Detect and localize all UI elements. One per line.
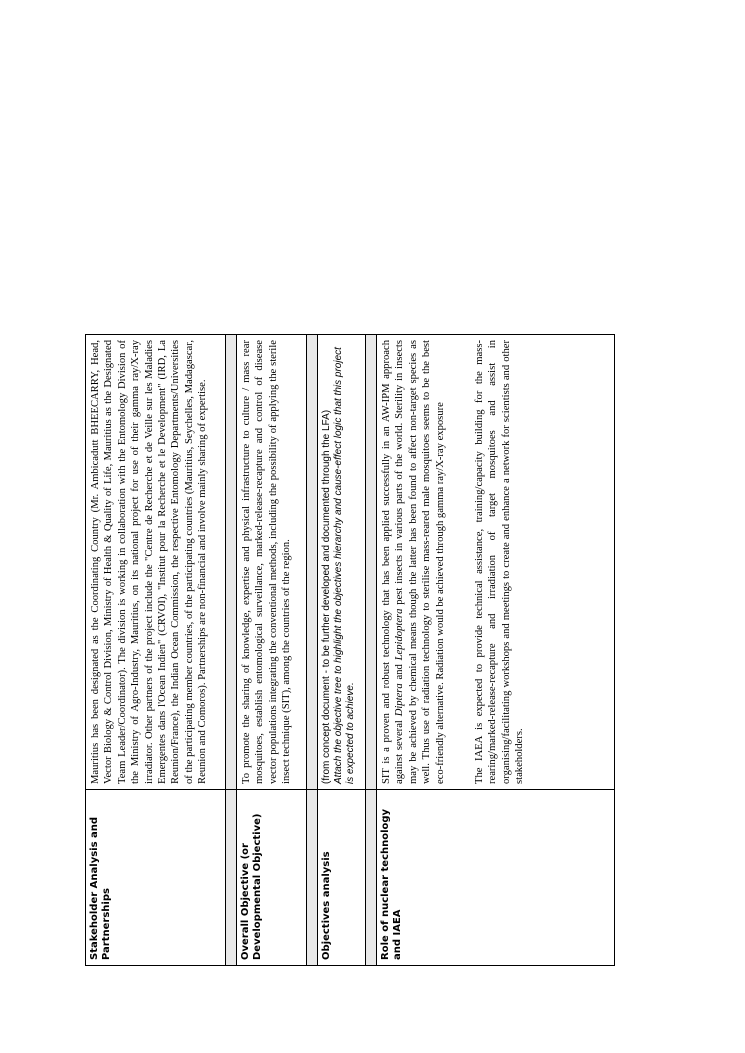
role-text-segment: pest insects in various parts of the world. Sterility in insects may be achieved by chemical means though the latter has been found to affect non-target species as well. Thus use of radiation technology to sterilise mass-reared male mosquitoes seems to be the best eco-friendly alternative. Radiation would be achieved through gamma ray/X-ray exposure	[394, 340, 446, 784]
role-nuclear-text	[377, 335, 615, 790]
stakeholder-label: Stakeholder Analysis and Partnerships	[86, 790, 226, 966]
role-paragraph-1	[380, 340, 447, 784]
role-text-lepidoptera: Lepidoptera	[394, 608, 406, 661]
overall-objective-text: To promote the sharing of knowledge, expertise and physical infrastructure to culture / mass rear mosquitoes, establish entomological surveillance, marked-release-recapture and control of disease vector populations integrating the conventional methods, including the possibility of applying the sterile insect technique (SIT), among the countries of the region.	[237, 335, 307, 790]
separator-row	[307, 335, 318, 966]
project-table	[85, 334, 615, 966]
role-text-segment: SIT is a proven and robust technology that has been applied successfully in an AW-IPM approach against several	[381, 340, 406, 784]
role-text-diptera: Diptera	[394, 683, 406, 717]
role-paragraph-2: The IAEA is expected to provide technical assistance, training/capacity building for the mass-rearing/marked-release-recapture and irradiation of target mosquitoes and assist in organising/facilitating workshops and meetings to create and enhance a network for scientists and other stakeholders.	[474, 340, 526, 784]
table-row-objectives-analysis	[318, 335, 366, 966]
objectives-instruction: Attach the objective tree to highlight the objectives hierarchy and cause-effect logic that this project is expected to achieve.	[333, 347, 356, 784]
separator-row	[226, 335, 237, 966]
objectives-analysis-label: Objectives analysis	[318, 790, 366, 966]
table-row-overall-objective	[237, 335, 307, 966]
stakeholder-text: Mauritius has been designated as the Coordinating Country (Mr. Ambicadutt BHEECARRY, Head, Vector Biology & Control Division, Ministry of Health & Quality of Life, Mauritius as the Designated Team Leader/Coordinator). The division is working in collaboration with the Entomology Division of the Ministry of Agro-Industry, Mauritius, on its national project for use of their gamma ray/X-ray irradiator. Other partners of the project include the "Centre de Recherche et de Veille sur les Maladies Emergentes dans l'Ocean Indien" (CRVOI), "Institut pour la Recherche et le Development" (IRD, La Reunion/France), the Indian Ocean Commission, the respective Entomology Departments/Universities of the participating member countries, of the participating countries (Mauritius, Seychelles, Madagascar, Reunion and Comoros). Partnerships are non-financial and involve mainly sharing of expertise.	[86, 335, 226, 790]
role-nuclear-label: Role of nuclear technology and IAEA	[377, 790, 615, 966]
objectives-analysis-text	[318, 335, 366, 790]
paragraph-gap	[447, 340, 473, 784]
objectives-note: (from concept document - to be further developed and documented through the LFA)	[321, 409, 332, 784]
separator-row	[366, 335, 377, 966]
table-row-role-nuclear	[377, 335, 615, 966]
table-row-stakeholder	[86, 335, 226, 966]
rotated-table-container	[85, 334, 615, 966]
overall-objective-label: Overall Objective (or Developmental Objective)	[237, 790, 307, 966]
role-text-segment: and	[394, 660, 406, 684]
